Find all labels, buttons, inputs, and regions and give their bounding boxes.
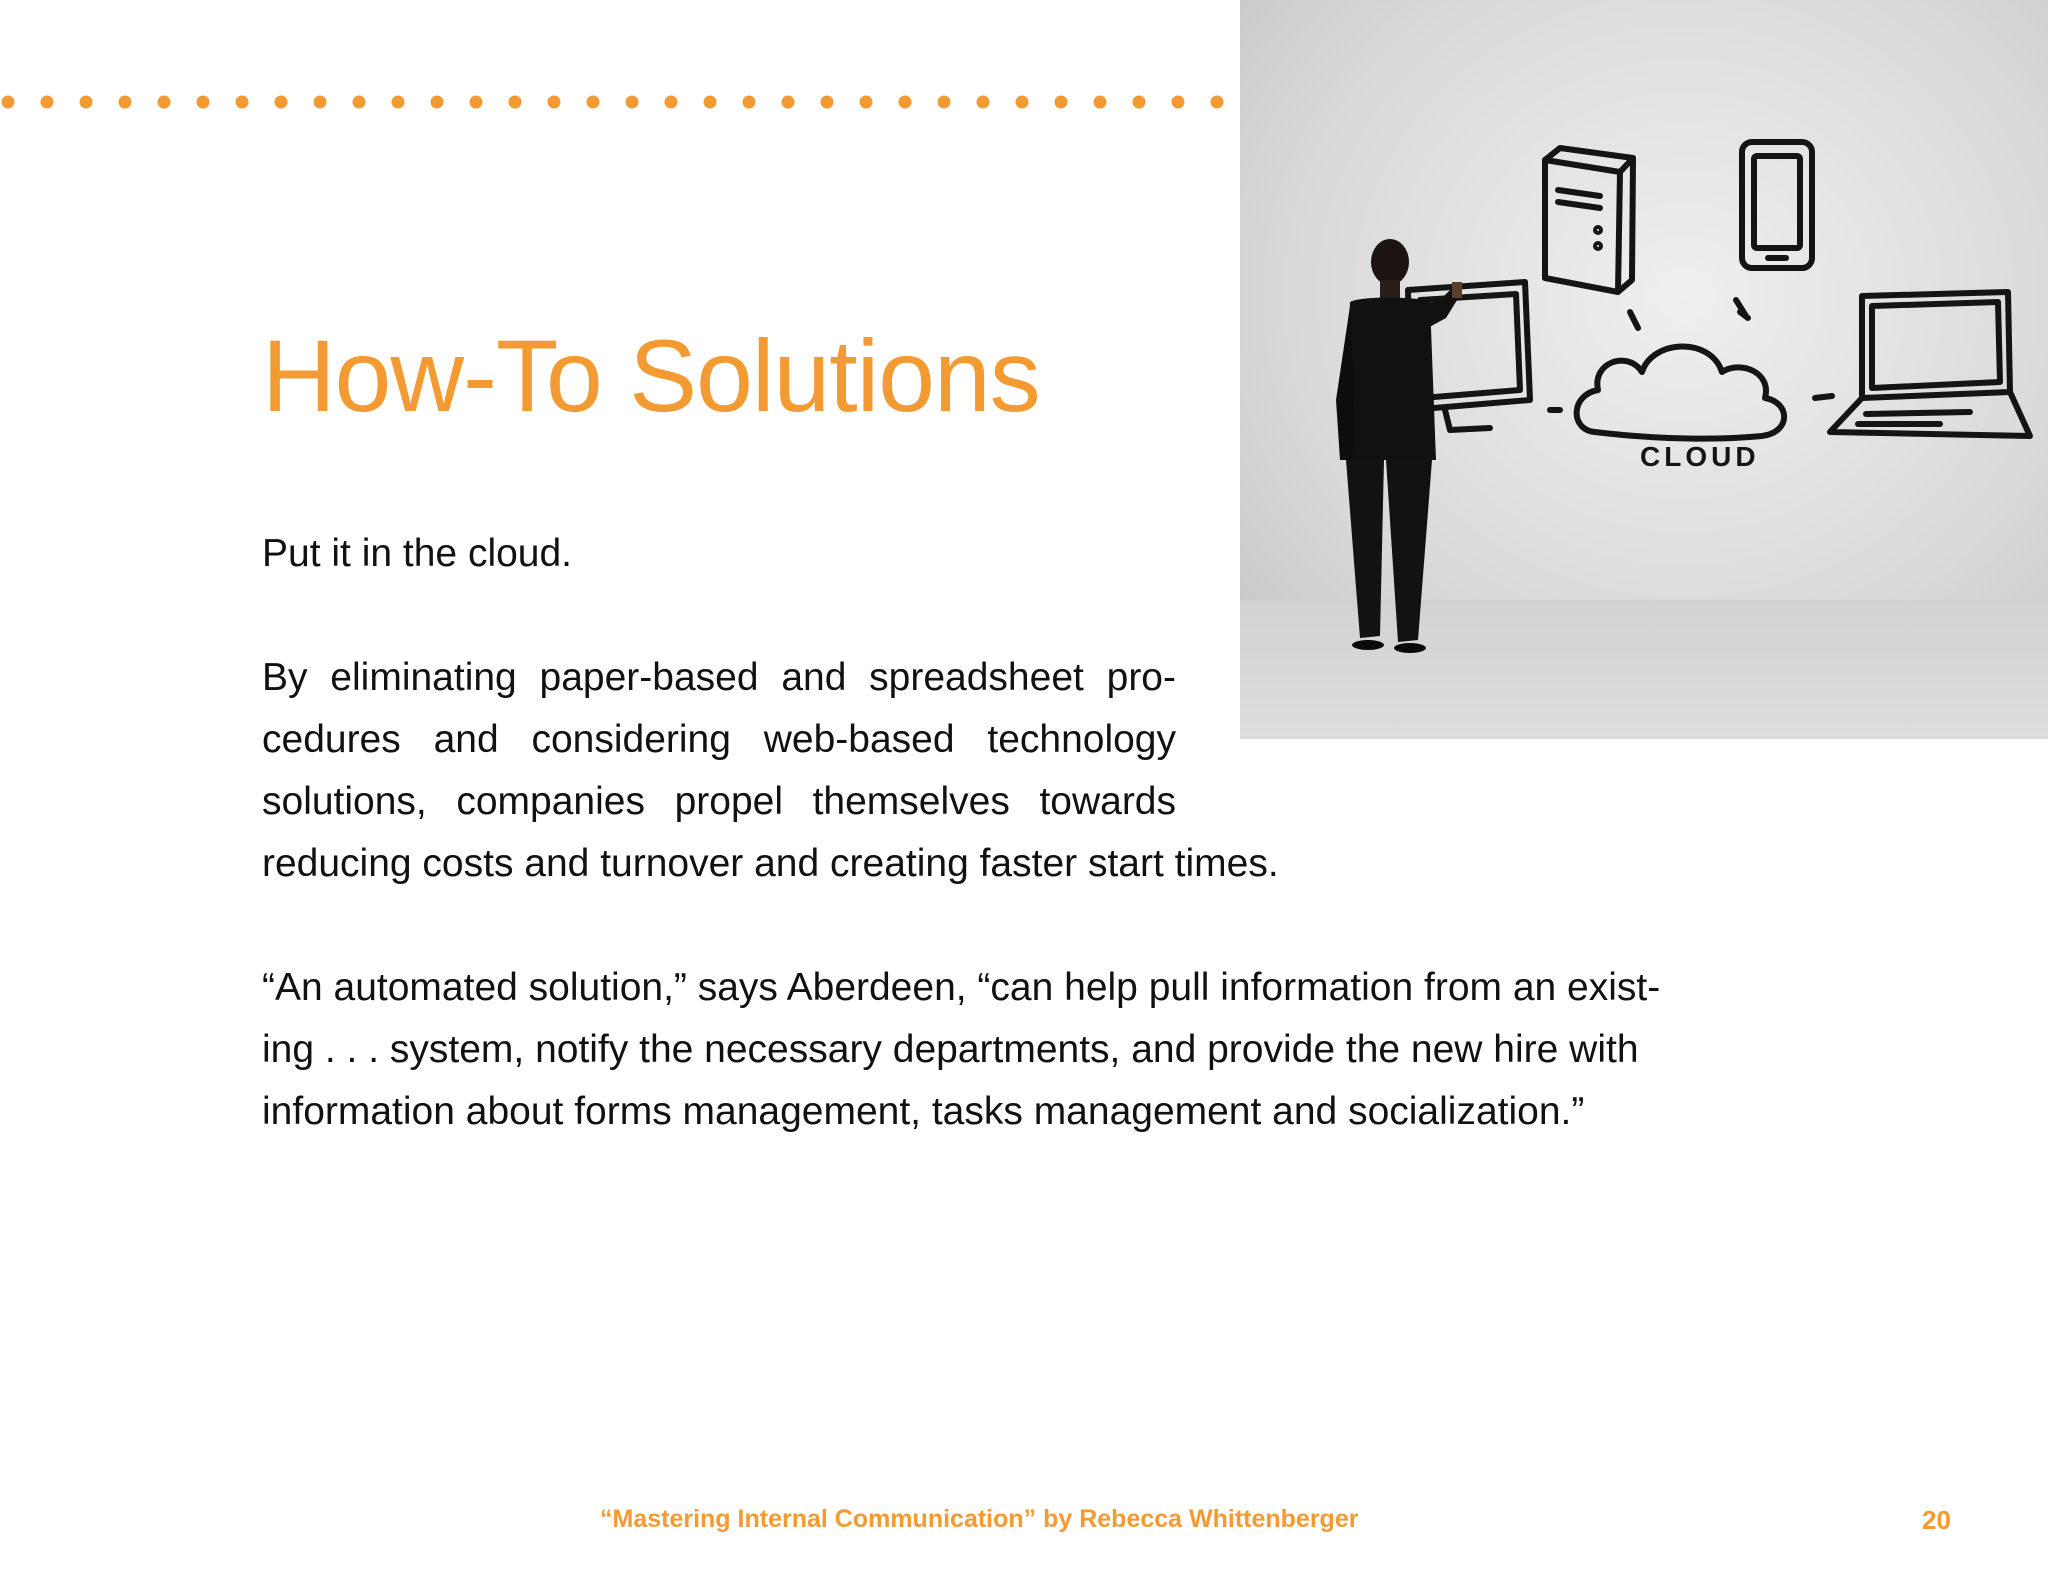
rule-dot: [899, 96, 912, 109]
rule-dot: [431, 96, 444, 109]
rule-dot: [743, 96, 756, 109]
rule-dot: [860, 96, 873, 109]
rule-dot: [1172, 96, 1185, 109]
rule-dot: [80, 96, 93, 109]
page-number: 20: [1922, 1505, 1951, 1535]
page-title: How-To Solutions: [262, 319, 1040, 433]
footer-citation: “Mastering Internal Communication” by Rebecca Whittenberger: [600, 1505, 1359, 1533]
paragraph-line: reducing costs and turnover and creating faster start times.: [262, 842, 1279, 885]
paragraph-quote: [262, 957, 1722, 1143]
rule-dot: [977, 96, 990, 109]
rule-dot: [392, 96, 405, 109]
cloud-illustration: [1240, 0, 2048, 739]
rule-dot: [41, 96, 54, 109]
paragraph-line: “An automated solution,” says Aberdeen, “can help pull information from an exist-: [262, 966, 1661, 1009]
paragraph-line: cedures and considering web-based technology: [262, 718, 1176, 761]
rule-dot: [1016, 96, 1029, 109]
paragraph-cloud: [262, 647, 1354, 895]
rule-dot: [119, 96, 132, 109]
rule-dot: [353, 96, 366, 109]
rule-dot: [197, 96, 210, 109]
rule-dot: [1211, 96, 1224, 109]
cloud-label: CLOUD: [1640, 441, 1760, 472]
rule-dot: [548, 96, 561, 109]
rule-dot: [665, 96, 678, 109]
paragraph-line: solutions, companies propel themselves towards: [262, 780, 1176, 823]
paragraph-line: ing . . . system, notify the necessary departments, and provide the new hire with: [262, 1028, 1639, 1071]
rule-dot: [275, 96, 288, 109]
rule-dot: [1055, 96, 1068, 109]
rule-dot: [1133, 96, 1146, 109]
rule-dot: [821, 96, 834, 109]
rule-dot: [626, 96, 639, 109]
paragraph-line: information about forms management, tasks management and socialization.”: [262, 1090, 1585, 1133]
rule-dot: [938, 96, 951, 109]
rule-dot: [704, 96, 717, 109]
rule-dot: [587, 96, 600, 109]
rule-dot: [236, 96, 249, 109]
rule-dot: [1094, 96, 1107, 109]
rule-dot: [509, 96, 522, 109]
rule-dot: [314, 96, 327, 109]
paragraph-intro: Put it in the cloud.: [262, 532, 573, 575]
rule-dot: [782, 96, 795, 109]
rule-dot: [470, 96, 483, 109]
rule-dot: [158, 96, 171, 109]
rule-dot: [2, 96, 15, 109]
paragraph-line: By eliminating paper-based and spreadsheet pro-: [262, 656, 1176, 699]
